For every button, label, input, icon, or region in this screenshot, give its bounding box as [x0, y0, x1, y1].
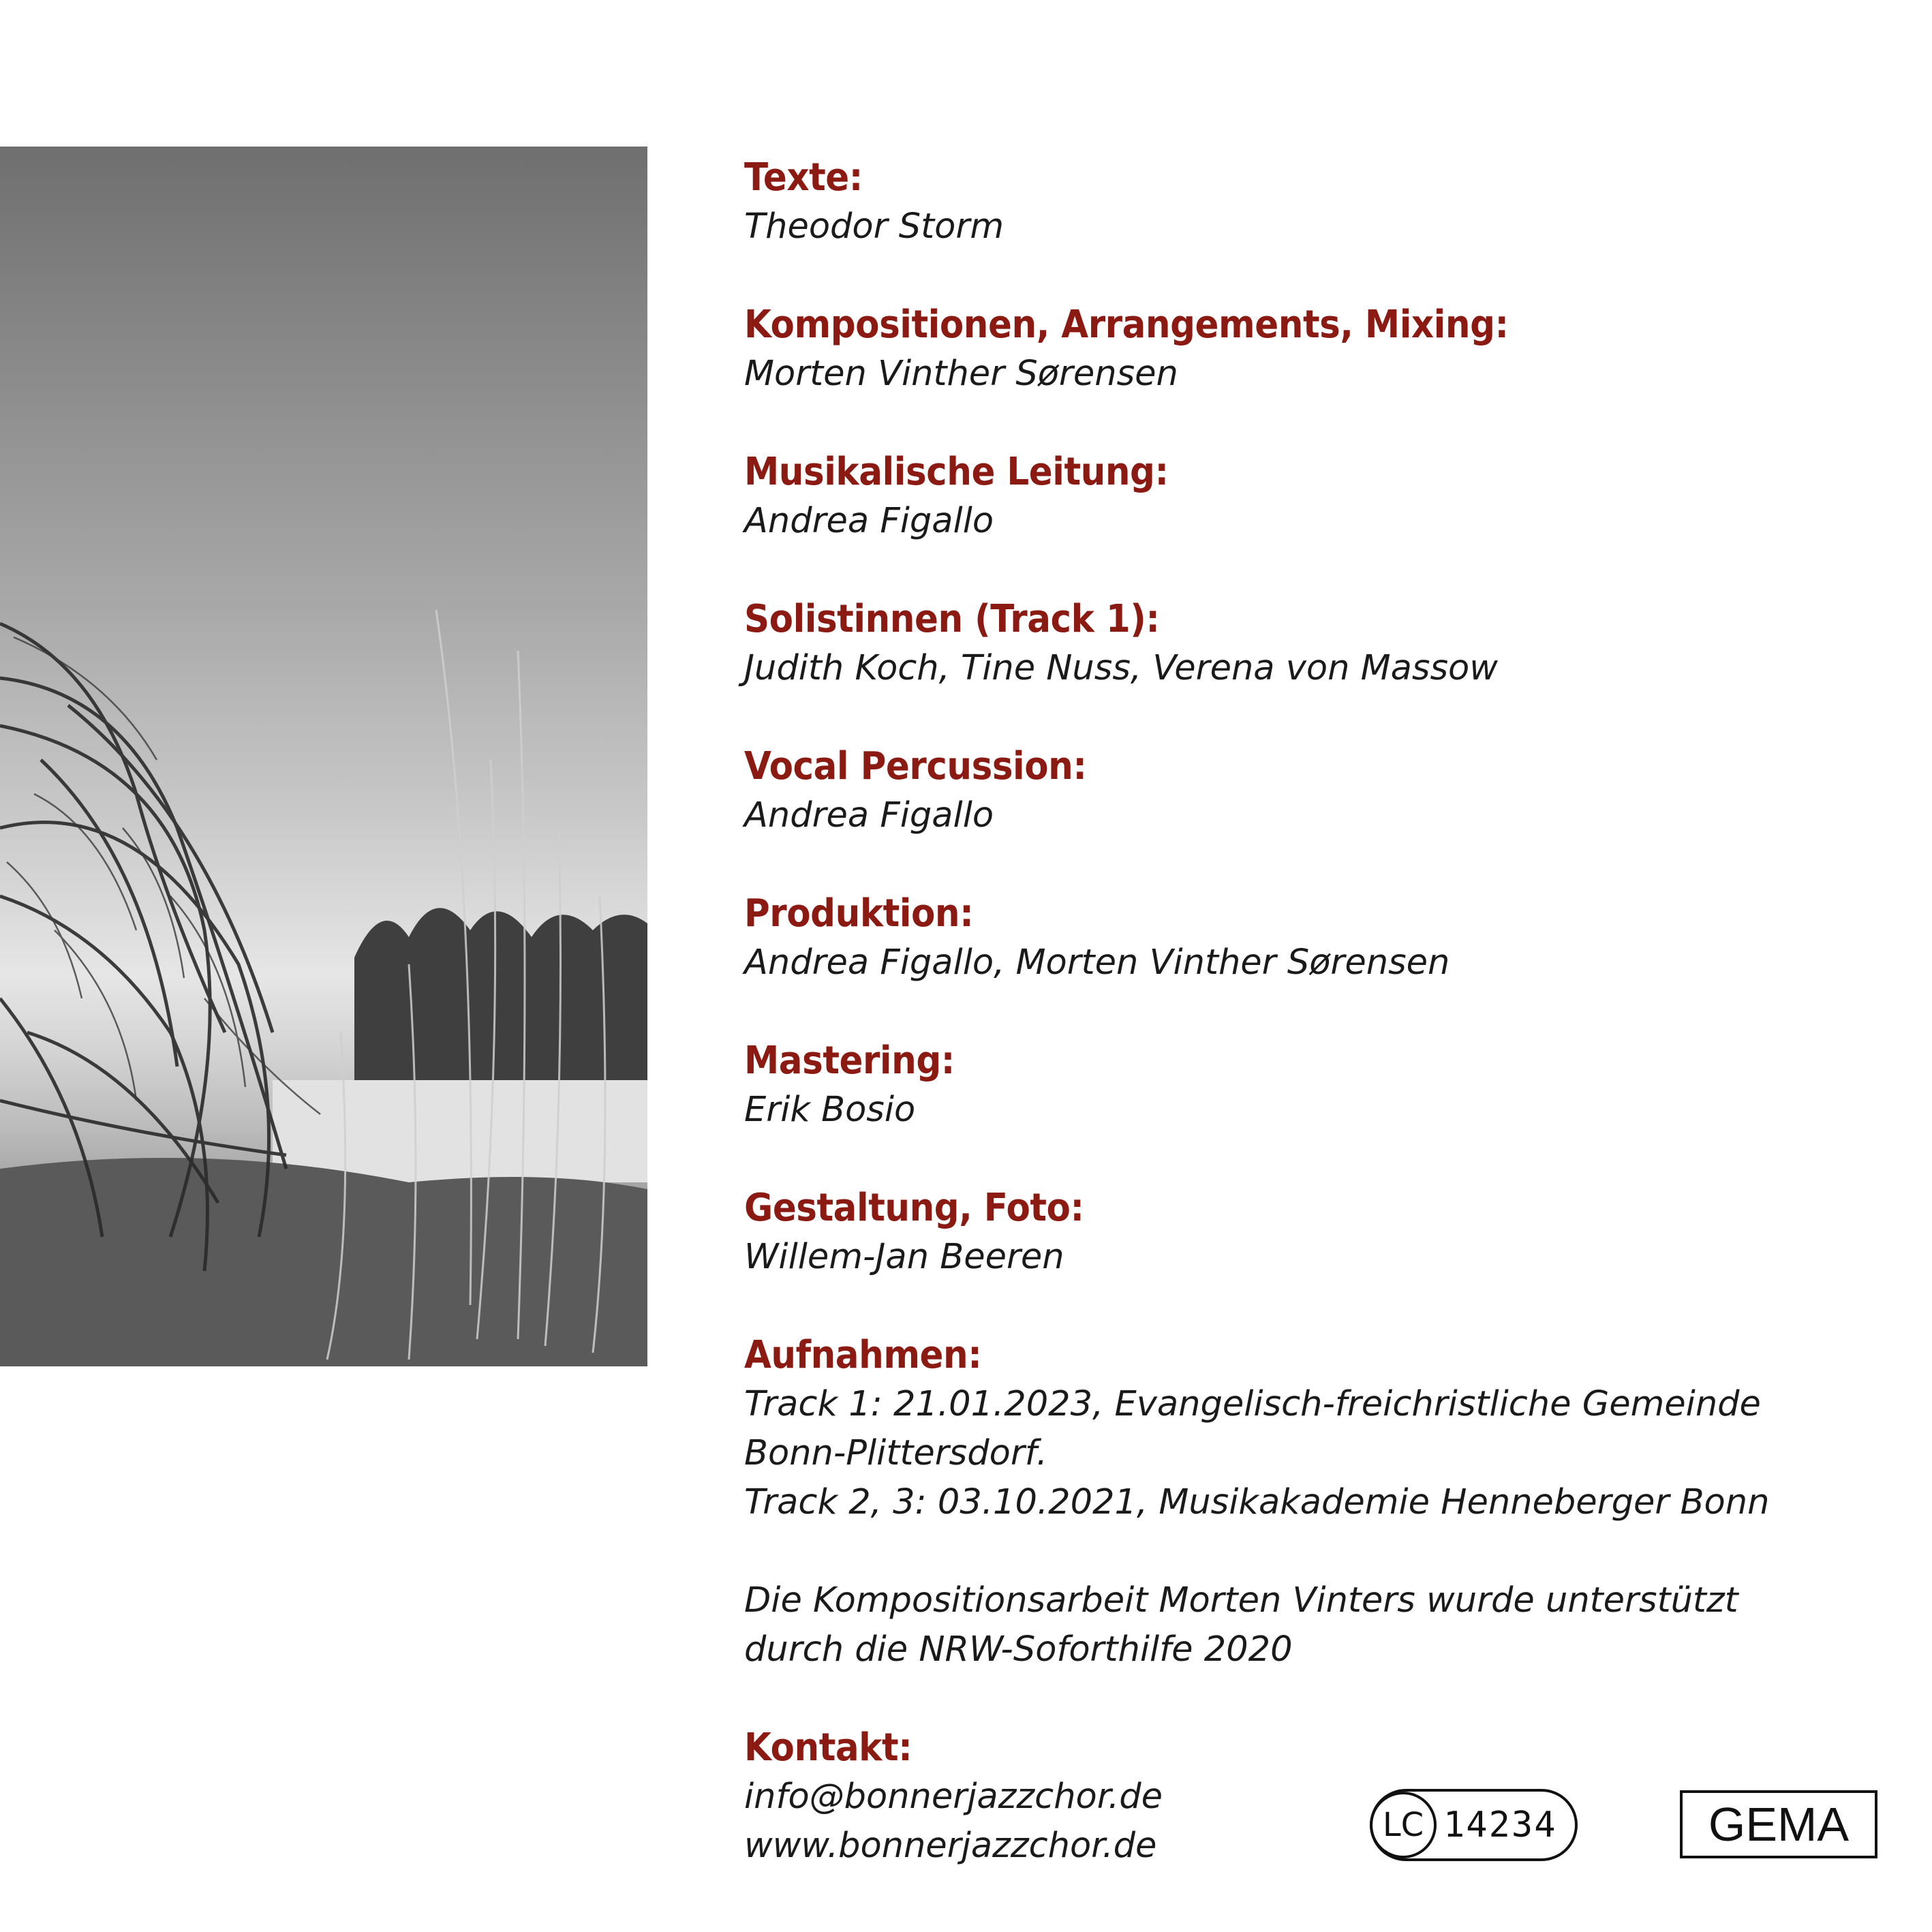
credit-value: Andrea Figallo, Morten Vinther Sørensen — [744, 942, 1450, 983]
credit-value: Willem-Jan Beeren — [744, 1237, 1064, 1277]
credit-value: Morten Vinther Sørensen — [744, 354, 1178, 394]
credit-value: Theodor Storm — [744, 206, 1005, 247]
credit-heading: Produktion: — [744, 891, 974, 936]
credit-heading: Solistinnen (Track 1): — [744, 597, 1160, 641]
credit-texte — [744, 153, 1869, 251]
credit-mastering — [744, 1037, 1869, 1135]
contact-website: www.bonnerjazzchor.de — [744, 1826, 1157, 1866]
credit-heading: Gestaltung, Foto: — [744, 1186, 1084, 1230]
funding-note — [744, 1576, 1869, 1674]
credit-heading: Mastering: — [744, 1039, 955, 1083]
credit-heading: Texte: — [744, 155, 863, 200]
note-line: Die Kompositionsarbeit Morten Vinters wurde unterstützt — [744, 1580, 1738, 1621]
credit-value: Andrea Figallo — [744, 501, 994, 541]
credit-aufnahmen — [744, 1331, 1869, 1674]
label-code-badge — [1370, 1789, 1578, 1861]
credit-kompositionen — [744, 301, 1869, 399]
credit-value: Erik Bosio — [744, 1090, 916, 1130]
gema-logo: GEMA — [1680, 1790, 1877, 1858]
credit-heading: Musikalische Leitung: — [744, 450, 1169, 494]
lc-number: 14234 — [1443, 1805, 1557, 1845]
credit-heading: Kompositionen, Arrangements, Mixing: — [744, 303, 1509, 347]
credit-heading: Vocal Percussion: — [744, 744, 1087, 788]
credit-value: Bonn-Plittersdorf. — [744, 1433, 1048, 1473]
credit-heading: Aufnahmen: — [744, 1333, 982, 1377]
credit-value: Track 2, 3: 03.10.2021, Musikakademie Henneberger Bonn — [744, 1482, 1770, 1522]
note-line: durch die NRW-Soforthilfe 2020 — [744, 1629, 1293, 1670]
credit-solistinnen — [744, 595, 1869, 693]
credit-value: Andrea Figallo — [744, 795, 994, 835]
credit-gestaltung — [744, 1184, 1869, 1282]
photo-illustration — [0, 147, 647, 1366]
credits-block — [744, 153, 1869, 1920]
lc-circle: LC — [1370, 1792, 1437, 1858]
credit-value: Track 1: 21.01.2023, Evangelisch-freichristliche Gemeinde — [744, 1384, 1761, 1424]
contact-heading: Kontakt: — [744, 1726, 913, 1770]
credit-value: Judith Koch, Tine Nuss, Verena von Massow — [744, 648, 1498, 688]
landscape-photo — [0, 147, 647, 1366]
credit-musikalische-leitung — [744, 448, 1869, 546]
credit-produktion — [744, 889, 1869, 987]
contact-email: info@bonnerjazzchor.de — [744, 1777, 1163, 1817]
credit-vocal-percussion — [744, 742, 1869, 840]
